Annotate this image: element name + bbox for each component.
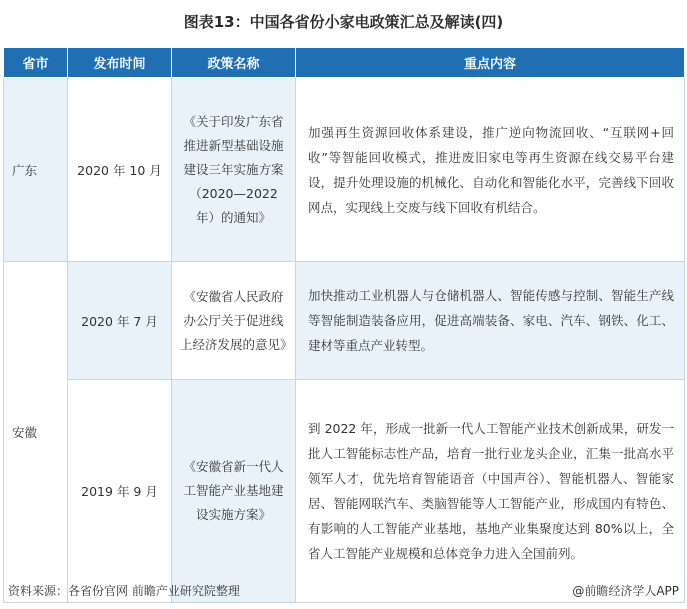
figure-title: 图表13：中国各省份小家电政策汇总及解读(四) xyxy=(183,13,504,31)
header-key-content: 重点内容 xyxy=(296,48,685,78)
cell-time: 2019 年 9 月 xyxy=(68,380,172,603)
credit-note: @前瞻经济学人APP xyxy=(572,584,679,598)
header-time: 发布时间 xyxy=(68,48,172,78)
cell-policy-name: 《关于印发广东省推进新型基础设施建设三年实施方案（2020—2022年）的通知》 xyxy=(172,78,296,262)
cell-policy-name: 《安徽省新一代人工智能产业基地建设实施方案》 xyxy=(172,380,296,603)
cell-province: 安徽 xyxy=(4,262,68,603)
table-row xyxy=(4,262,685,380)
header-province: 省市 xyxy=(4,48,68,78)
cell-policy-name: 《安徽省人民政府办公厅关于促进线上经济发展的意见》 xyxy=(172,262,296,380)
cell-key-content: 到 2022 年，形成一批新一代人工智能产业技术创新成果，研发一批人工智能标志性产品，培育一批行业龙头企业，汇集一批高水平领军人才，优先培育智能语音（中国声谷）、智能机器人、智能家居、智能网联汽车、类脑智能等人工智能产业，形成国内有特色、有影响的人工智能产业基地，基地产业集聚度达到 80%以上，全省人工智能产业规模和总体竞争力进入全国前列。 xyxy=(296,380,685,603)
table-row xyxy=(4,78,685,262)
policy-table xyxy=(3,47,685,603)
table-header-row xyxy=(4,48,685,78)
cell-key-content: 加快推动工业机器人与仓储机器人、智能传感与控制、智能生产线等智能制造装备应用，促进高端装备、家电、汽车、钢铁、化工、建材等重点产业转型。 xyxy=(296,262,685,380)
table-row xyxy=(4,380,685,603)
cell-time: 2020 年 7 月 xyxy=(68,262,172,380)
header-policy-name: 政策名称 xyxy=(172,48,296,78)
cell-province: 广东 xyxy=(4,78,68,262)
source-note: 资料来源：各省份官网 前瞻产业研究院整理 xyxy=(8,584,240,598)
cell-time: 2020 年 10 月 xyxy=(68,78,172,262)
cell-key-content: 加强再生资源回收体系建设，推广逆向物流回收、“互联网+回收”等智能回收模式，推进废旧家电等再生资源在线交易平台建设，提升处理设施的机械化、自动化和智能化水平，完善线下回收网点，实现线上交废与线下回收有机结合。 xyxy=(296,78,685,262)
